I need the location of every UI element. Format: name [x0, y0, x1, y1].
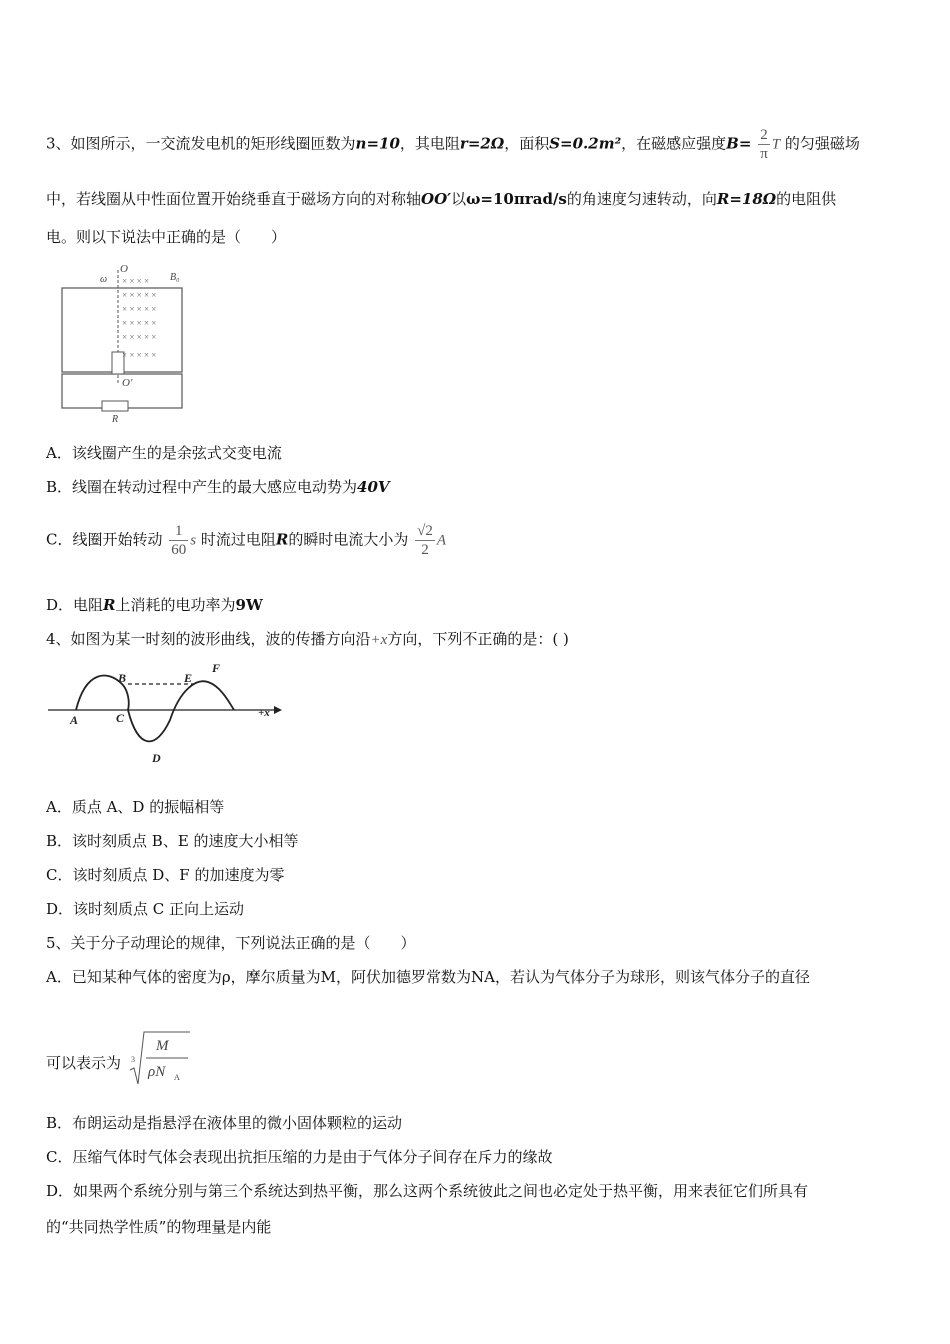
q3-option-d: D．电阻R上消耗的电功率为9W	[46, 596, 263, 614]
wave-figure	[48, 660, 284, 766]
generator-figure	[58, 262, 188, 424]
q4-stem: 4、如图为某一时刻的波形曲线，波的传播方向沿+x方向，下列不正确的是：( )	[46, 630, 569, 648]
svg-text:ρN: ρN	[148, 1064, 166, 1080]
cube-root-expression	[128, 1026, 194, 1088]
q5-stem: 5、关于分子动理论的规律，下列说法正确的是（ ）	[46, 934, 416, 952]
fig-label-o: O	[120, 263, 128, 275]
q4-option-b: B．该时刻质点 B、E 的速度大小相等	[46, 832, 299, 850]
fig-label-b0: B₀	[170, 272, 180, 283]
q3-option-c: C．线圈开始转动 $\frac{1}{60}$ s 时流过电阻R的瞬时电流大小为 $\frac{√2}{2}$ A	[46, 523, 447, 558]
q3-option-b: B．线圈在转动过程中产生的最大感应电动势为40V	[46, 478, 390, 496]
q5-option-d-line2: 的“共同热学性质”的物理量是内能	[46, 1218, 272, 1236]
svg-text:3: 3	[131, 1055, 135, 1064]
svg-text:A: A	[174, 1073, 180, 1082]
svg-text:× × × × ×: × × × × ×	[122, 350, 157, 360]
svg-text:M: M	[156, 1038, 169, 1054]
wave-label-f: F	[212, 661, 221, 675]
wave-label-d: D	[152, 751, 161, 765]
q5-option-a-line2: 可以表示为	[46, 1054, 122, 1072]
svg-text:× × × × ×: × × × × ×	[122, 332, 157, 342]
current-fraction: $\frac{√2}{2}$	[417, 523, 433, 558]
svg-text:× × × × ×: × × × × ×	[122, 304, 157, 314]
q3-stem-line3: 电。则以下说法中正确的是（ ）	[46, 228, 287, 246]
wave-label-b: B	[118, 671, 127, 685]
q5-option-a-line1: A．已知某种气体的密度为ρ，摩尔质量为M，阿伏加德罗常数为NA，若认为气体分子为球形，则该气体分子的直径	[46, 968, 810, 986]
q4-option-a: A．质点 A、D 的振幅相等	[46, 798, 225, 816]
wave-label-e: E	[184, 671, 193, 685]
fig-label-o-prime: O′	[122, 377, 133, 389]
q3-stem-line2: 中，若线圈从中性面位置开始绕垂直于磁场方向的对称轴OO′以ω=10πrad/s的角速度匀速转动，向R=18Ω的电阻供	[46, 190, 837, 208]
q4-option-c: C．该时刻质点 D、F 的加速度为零	[46, 866, 285, 884]
wave-label-a: A	[70, 713, 79, 727]
q3-option-a: A．该线圈产生的是余弦式交变电流	[46, 444, 282, 462]
q5-option-c: C．压缩气体时气体会表现出抗拒压缩的力是由于气体分子间存在斥力的缘故	[46, 1148, 553, 1166]
time-fraction: $\frac{1}{60}$	[171, 523, 187, 558]
wave-label-c: C	[116, 711, 125, 725]
wave-label-x: +x	[258, 707, 270, 719]
q5-option-d-line1: D．如果两个系统分别与第三个系统达到热平衡，那么这两个系统彼此之间也必定处于热平衡，用来表征它们所具有	[46, 1182, 809, 1200]
q3-stem-line1: 3、如图所示，一交流发电机的矩形线圈匝数为n=10，其电阻r=2Ω，面积S=0.2m²，在磁感应强度B= $\frac{2}{\pi}$ T 的匀强磁场	[46, 127, 860, 162]
svg-text:× × × ×: × × × ×	[122, 276, 150, 286]
fig-label-omega: ω	[100, 274, 108, 285]
b-fraction: $\frac{2}{\pi}$	[760, 127, 768, 162]
q5-option-b: B．布朗运动是指悬浮在液体里的微小固体颗粒的运动	[46, 1114, 403, 1132]
svg-text:× × × × ×: × × × × ×	[122, 290, 157, 300]
svg-text:× × × × ×: × × × × ×	[122, 318, 157, 328]
fig-label-r: R	[112, 414, 119, 424]
q4-option-d: D．该时刻质点 C 正向上运动	[46, 900, 245, 918]
